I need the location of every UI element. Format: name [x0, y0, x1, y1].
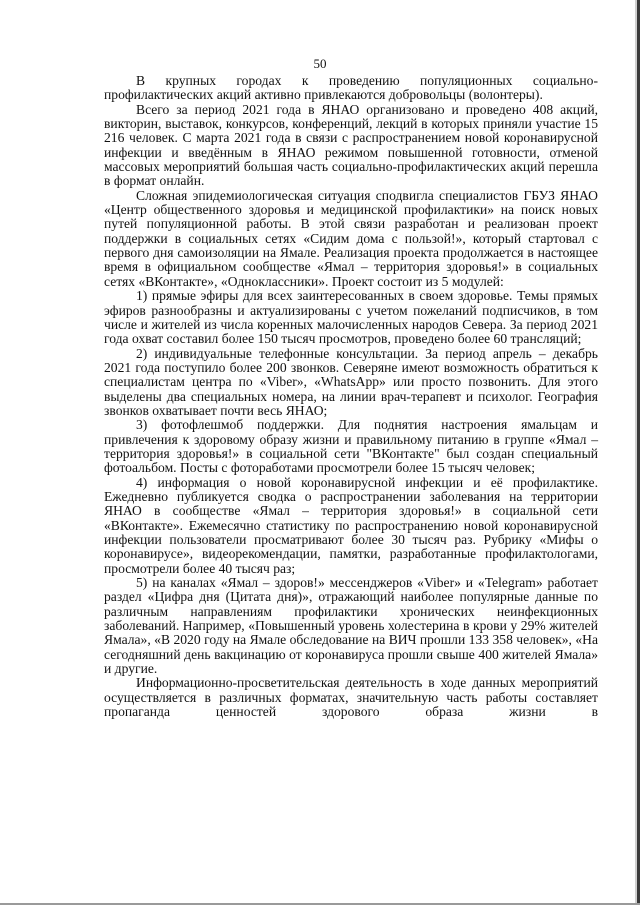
list-item-phone-consultations: 2) индивидуальные телефонные консультации. За период апрель – декабрь 2021 года поступило более 200 звонков. Северяне имеют возможность обратиться к специалистам центра по «Viber», «WhatsApp» или просто позвонить. Для этого выделены два специальных номера, на линии врач-терапевт и психолог. География звонков охватывает почти весь ЯНАО;: [104, 345, 598, 418]
list-item-photo-flashmob: 3) фотофлешмоб поддержки. Для поднятия настроения ямальцам и привлечения к здоровому образу жизни и правильному питанию в группе «Ямал – территория здоровья!» в социальной сети "ВКонтакте" был создан специальный фотоальбом. Посты с фотоработами просмотрели более 15 тысяч человек;: [104, 417, 598, 476]
list-item-live-broadcasts: 1) прямые эфиры для всех заинтересованных в своем здоровье. Темы прямых эфиров разнообразны и актуализированы с учетом пожеланий подписчиков, в том числе и жителей из числа коренных малочисленных народов Севера. За период 2021 года охват составил более 150 тысяч просмотров, проведено более 60 трансляций;: [104, 288, 598, 347]
page-number: 50: [313, 56, 327, 71]
paragraph-volunteers: В крупных городах к проведению популяционных социально-профилактических акций активно привлекаются добровольцы (волонтеры).: [104, 73, 598, 103]
paragraph-information-activity: Информационно-просветительская деятельность в ходе данных мероприятий осуществляется в различных форматах, значительную часть работы составляет пропаганда ценностей здорового образа жизни в: [104, 675, 598, 720]
paragraph-events-2021: Всего за период 2021 года в ЯНАО организовано и проведено 408 акций, викторин, выставок, конкурсов, конференций, лекций в которых приняли участие 15 216 человек. С марта 2021 года в связи с распространением новой коронавирусной инфекции и введённым в ЯНАО режимом повышенной готовности, отменой массовых мероприятий большая часть социально-профилактических акций перешла в формат онлайн.: [104, 101, 598, 189]
page-body: [104, 74, 598, 719]
paragraph-project-intro: Сложная эпидемиологическая ситуация сподвигла специалистов ГБУЗ ЯНАО «Центр общественного здоровья и медицинской профилактики» на поиск новых путей популяционной работы. В этой связи разработан и реализован проект поддержки в социальных сетях «Сидим дома с пользой!», который стартовал с первого дня самоизоляции на Ямале. Реализация проекта продолжается в настоящее время в официальном сообществе «Ямал – территория здоровья!» в социальных сетях «ВКонтакте», «Одноклассники». Проект состоит из 5 модулей:: [104, 187, 598, 289]
list-item-covid-information: 4) информация о новой коронавирусной инфекции и её профилактике. Ежедневно публикуется сводка о распространении заболевания на территории ЯНАО в сообществе «Ямал – территория здоровья!» в социальной сети «ВКонтакте». Ежемесячно статистику по распространению новой коронавирусной инфекции пользователи просматривают более 30 тысяч раз. Рубрику «Мифы о коронавирусе», видеорекомендации, памятки, разработанные профилактологами, просмотрели более 40 тысяч раз;: [104, 474, 598, 576]
list-item-messenger-channels: 5) на каналах «Ямал – здоров!» мессенджеров «Viber» и «Telegram» работает раздел «Цифра дня (Цитата дня)», отражающий наиболее популярные данные по различным направлениям профилактики хронических неинфекционных заболеваний. Например, «Повышенный уровень холестерина в крови у 29% жителей Ямала», «В 2020 году на Ямале обследование на ВИЧ прошли 133 358 человек», «На сегодняшний день вакцинацию от коронавируса прошли свыше 400 жителей Ямала» и другие.: [104, 575, 598, 677]
